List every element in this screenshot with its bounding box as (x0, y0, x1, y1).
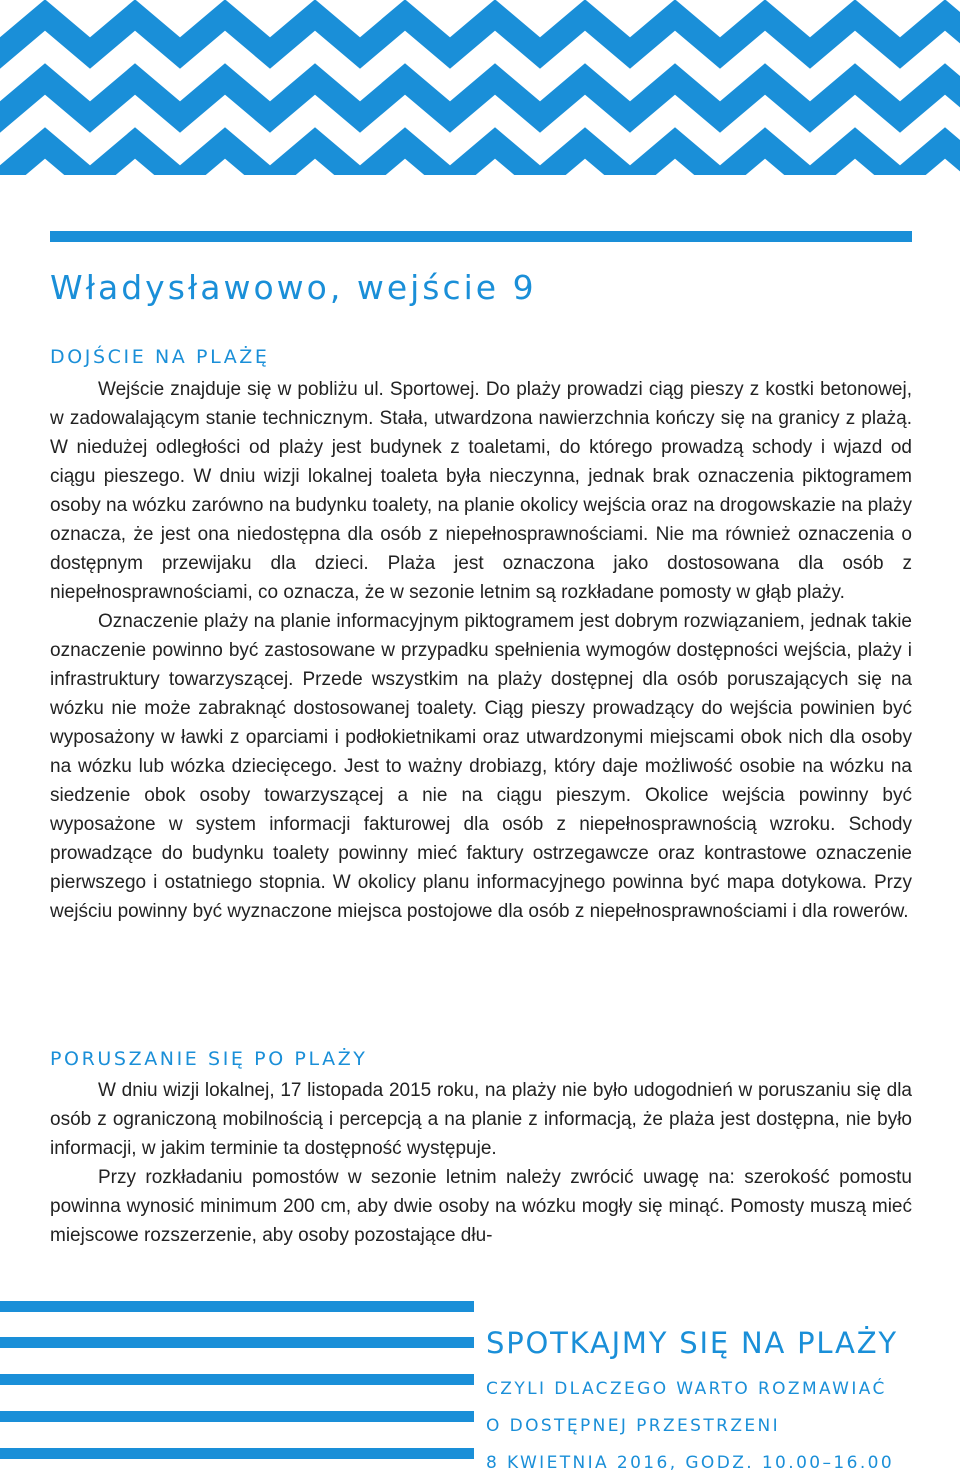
section-heading-access: DOJŚCIE NA PLAŻĘ (50, 346, 270, 368)
footer-title: SPOTKAJMY SIĘ NA PLAŻY (486, 1326, 898, 1360)
paragraph: Oznaczenie plaży na planie informacyjnym piktogramem jest dobrym rozwiązaniem, jednak takie oznaczenie powinno być zastosowane w przypadku spełnienia wymogów dostępności wejścia, plaży i infrastruktury towarzyszącej. Przede wszystkim na plaży dostępnej dla osób poruszających się na wózku nie może zabraknąć dostosowanej toalety. Ciąg pieszy prowadzący do wejścia powinien być wyposażony w ławki z oparciami i podłokietnikami oraz utwardzonymi miejscami obok nich dla osoby na wózku lub wózka dziecięcego. Jest to ważny drobiazg, który daje możliwość osobie na wózku na siedzenie obok osoby towarzyszącej a nie na ciągu pieszym. Okolice wejścia powinny być wyposażone w system informacji fakturowej dla osób z niepełnosprawnością wzroku. Schody prowadzące do budynku toalety powinny mieć faktury ostrzegawcze oraz kontrastowe oznaczenie pierwszego i ostatniego stopnia. W okolicy planu informacyjnego powinna być mapa dotykowa. Przy wejściu powinny być wyznaczone miejsca postojowe dla osób z niepełnosprawnościami i dla rowerów. (50, 611, 912, 922)
zigzag-line (0, 15, 960, 53)
section-body-access (50, 375, 912, 926)
footer-stripe (0, 1448, 474, 1459)
header-rule (50, 231, 912, 242)
footer-date: 8 KWIETNIA 2016, GODZ. 10.00–16.00 (486, 1453, 895, 1473)
paragraph: W dniu wizji lokalnej, 17 listopada 2015 roku, na plaży nie było udogodnień w poruszaniu się dla osób z ograniczoną mobilnością i percepcją a na planie z informacją, że plaża jest dostępna, nie było informacji, w jakim terminie ta dostępność występuje. (50, 1080, 912, 1159)
footer-stripe (0, 1374, 474, 1385)
footer-stripe (0, 1301, 474, 1312)
paragraph: Wejście znajduje się w pobliżu ul. Sportowej. Do plaży prowadzi ciąg pieszy z kostki betonowej, w zadowalającym stanie technicznym. Stała, utwardzona nawierzchnia kończy się na granicy z plażą. W niedużej odległości od plaży jest budynek z toaletami, do którego prowadzą schody i wjazd od ciągu pieszego. W dniu wizji lokalnej toaleta była nieczynna, jednak brak oznaczenia piktogramem osoby na wózku zarówno na budynku toalety, na planie okolicy wejścia oraz na drogowskazie na plaży oznacza, że jest ona niedostępna dla osób z niepełnosprawnościami. Nie ma również oznaczenia o dostępnym przewijaku dla dzieci. Plaża jest oznaczona jako dostosowana dla osób z niepełnosprawnościami, co oznacza, że w sezonie letnim są rozkładane pomosty w głąb plaży. (50, 379, 912, 603)
footer-stripe (0, 1337, 474, 1348)
zigzag-pattern (0, 0, 960, 175)
page-title: Władysławowo, wejście 9 (50, 268, 537, 307)
paragraph: Przy rozkładaniu pomostów w sezonie letnim należy zwrócić uwagę na: szerokość pomostu powinna wynosić minimum 200 cm, aby dwie osoby na wózku mogły się minąć. Pomosty muszą mieć miejscowe rozszerzenie, aby osoby pozostające dłu- (50, 1167, 912, 1246)
section-body-moving (50, 1076, 912, 1250)
footer-subtitle-line1: CZYLI DLACZEGO WARTO ROZMAWIAĆ (486, 1379, 887, 1399)
section-heading-moving: PORUSZANIE SIĘ PO PLAŻY (50, 1048, 368, 1070)
zigzag-line (0, 143, 960, 175)
zigzag-line (0, 79, 960, 117)
footer-stripe (0, 1411, 474, 1422)
footer-subtitle-line2: O DOSTĘPNEJ PRZESTRZENI (486, 1416, 781, 1436)
